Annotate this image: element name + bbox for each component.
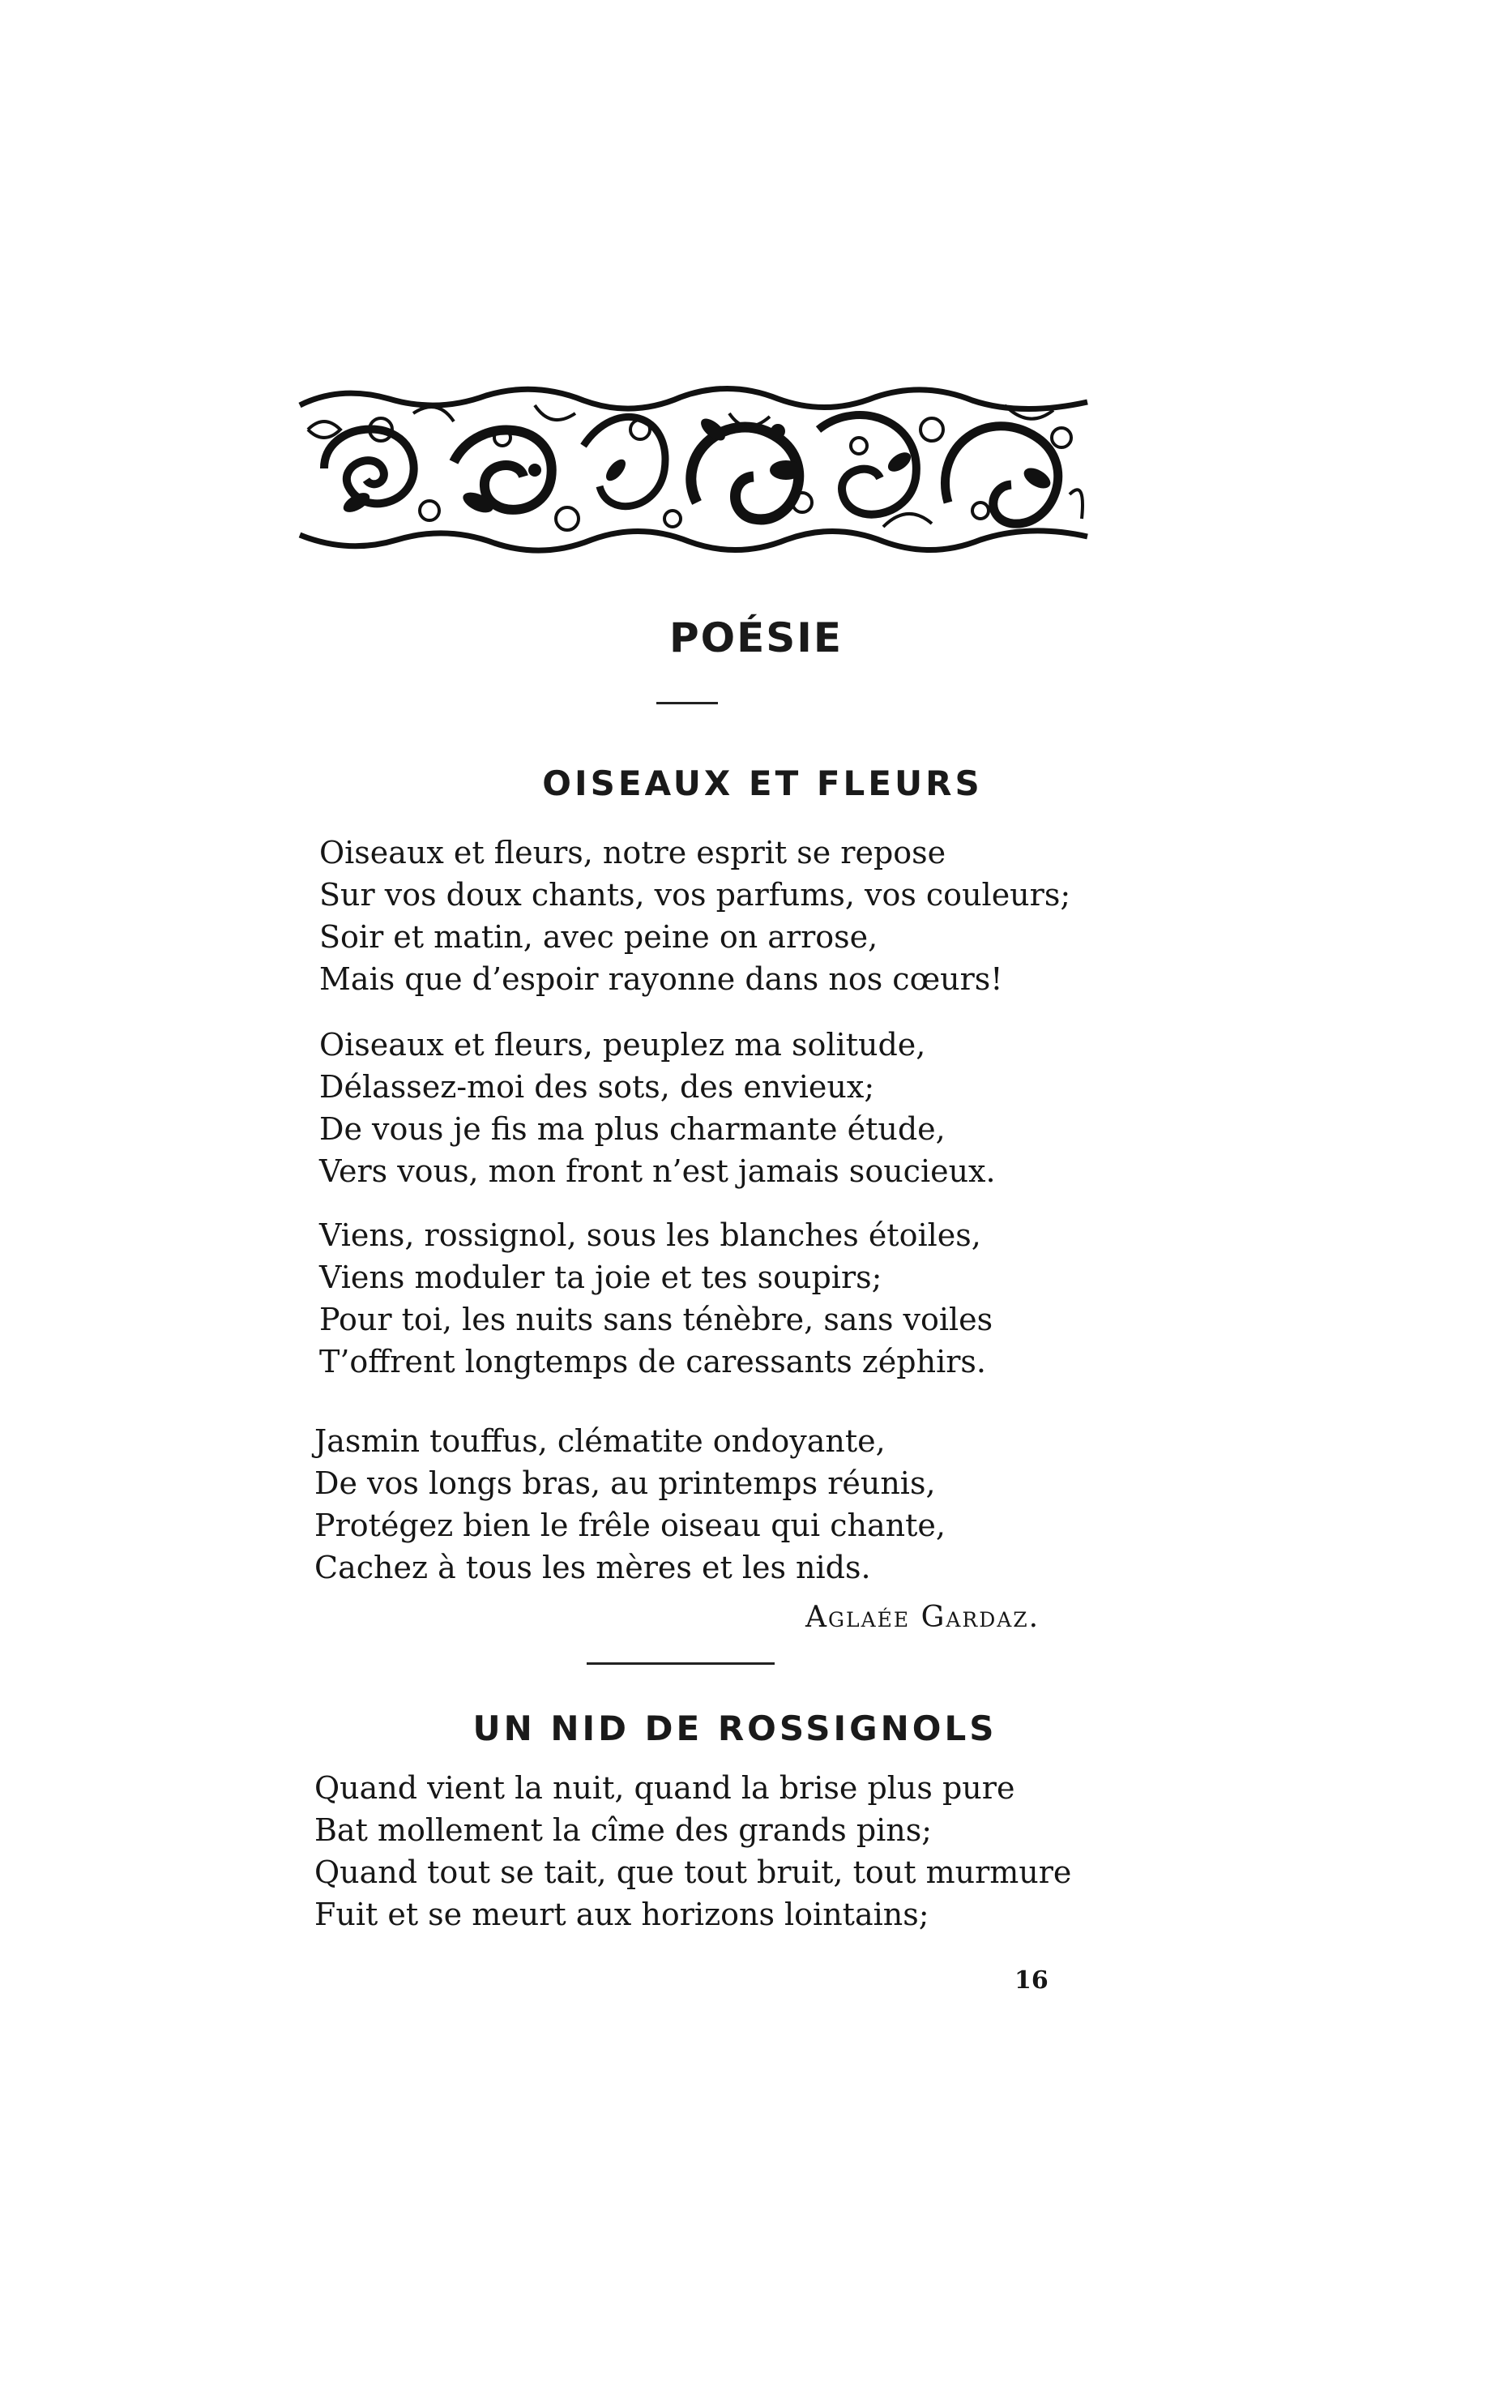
section-title: POÉSIE [668, 614, 844, 661]
separator-rule [587, 1662, 775, 1665]
arabesque-ornament-icon [292, 381, 1096, 556]
verse-line: Oiseaux et fleurs, notre esprit se repose [319, 835, 946, 870]
verse-line: Mais que d’espoir rayonne dans nos cœurs! [319, 961, 1003, 997]
verse-line: De vos longs bras, au printemps réunis, [314, 1465, 936, 1501]
author-signature: Aglaée Gardaz. [805, 1601, 1040, 1634]
stanza-2 [319, 1024, 1113, 1192]
stanza-5 [314, 1767, 1108, 1935]
verse-line: De vous je fis ma plus charmante étude, [319, 1111, 946, 1147]
verse-line: Soir et matin, avec peine on arrose, [319, 919, 878, 955]
verse-line: Viens moduler ta joie et tes soupirs; [319, 1260, 882, 1295]
poem-title-1: OISEAUX ET FLEURS [542, 763, 983, 803]
verse-line: Oiseaux et fleurs, peuplez ma solitude, [319, 1027, 926, 1063]
verse-line: Jasmin touffus, clématite ondoyante, [314, 1423, 886, 1459]
verse-line: Quand tout se tait, que tout bruit, tout murmure [314, 1854, 1072, 1890]
verse-line: Fuit et se meurt aux horizons lointains; [314, 1897, 929, 1932]
page-number: 16 [1014, 1966, 1049, 1995]
stanza-4 [314, 1420, 1108, 1589]
verse-line: Quand vient la nuit, quand la brise plus pure [314, 1770, 1015, 1806]
verse-line: Bat mollement la cîme des grands pins; [314, 1812, 933, 1848]
verse-line: Vers vous, mon front n’est jamais soucieux. [319, 1153, 996, 1189]
verse-line: Cachez à tous les mères et les nids. [314, 1550, 871, 1585]
title-rule [656, 702, 718, 704]
verse-line: T’offrent longtemps de caressants zéphirs. [319, 1344, 986, 1379]
poem-title-2: UN NID DE ROSSIGNOLS [472, 1709, 997, 1748]
stanza-1 [319, 832, 1113, 1000]
verse-line: Viens, rossignol, sous les blanches étoiles, [319, 1217, 981, 1253]
verse-line: Pour toi, les nuits sans ténèbre, sans voiles [319, 1302, 993, 1337]
verse-line: Délassez-moi des sots, des envieux; [319, 1069, 875, 1105]
verse-line: Sur vos doux chants, vos parfums, vos couleurs; [319, 877, 1071, 913]
stanza-3 [319, 1214, 1113, 1383]
verse-line: Protégez bien le frêle oiseau qui chante, [314, 1508, 946, 1543]
